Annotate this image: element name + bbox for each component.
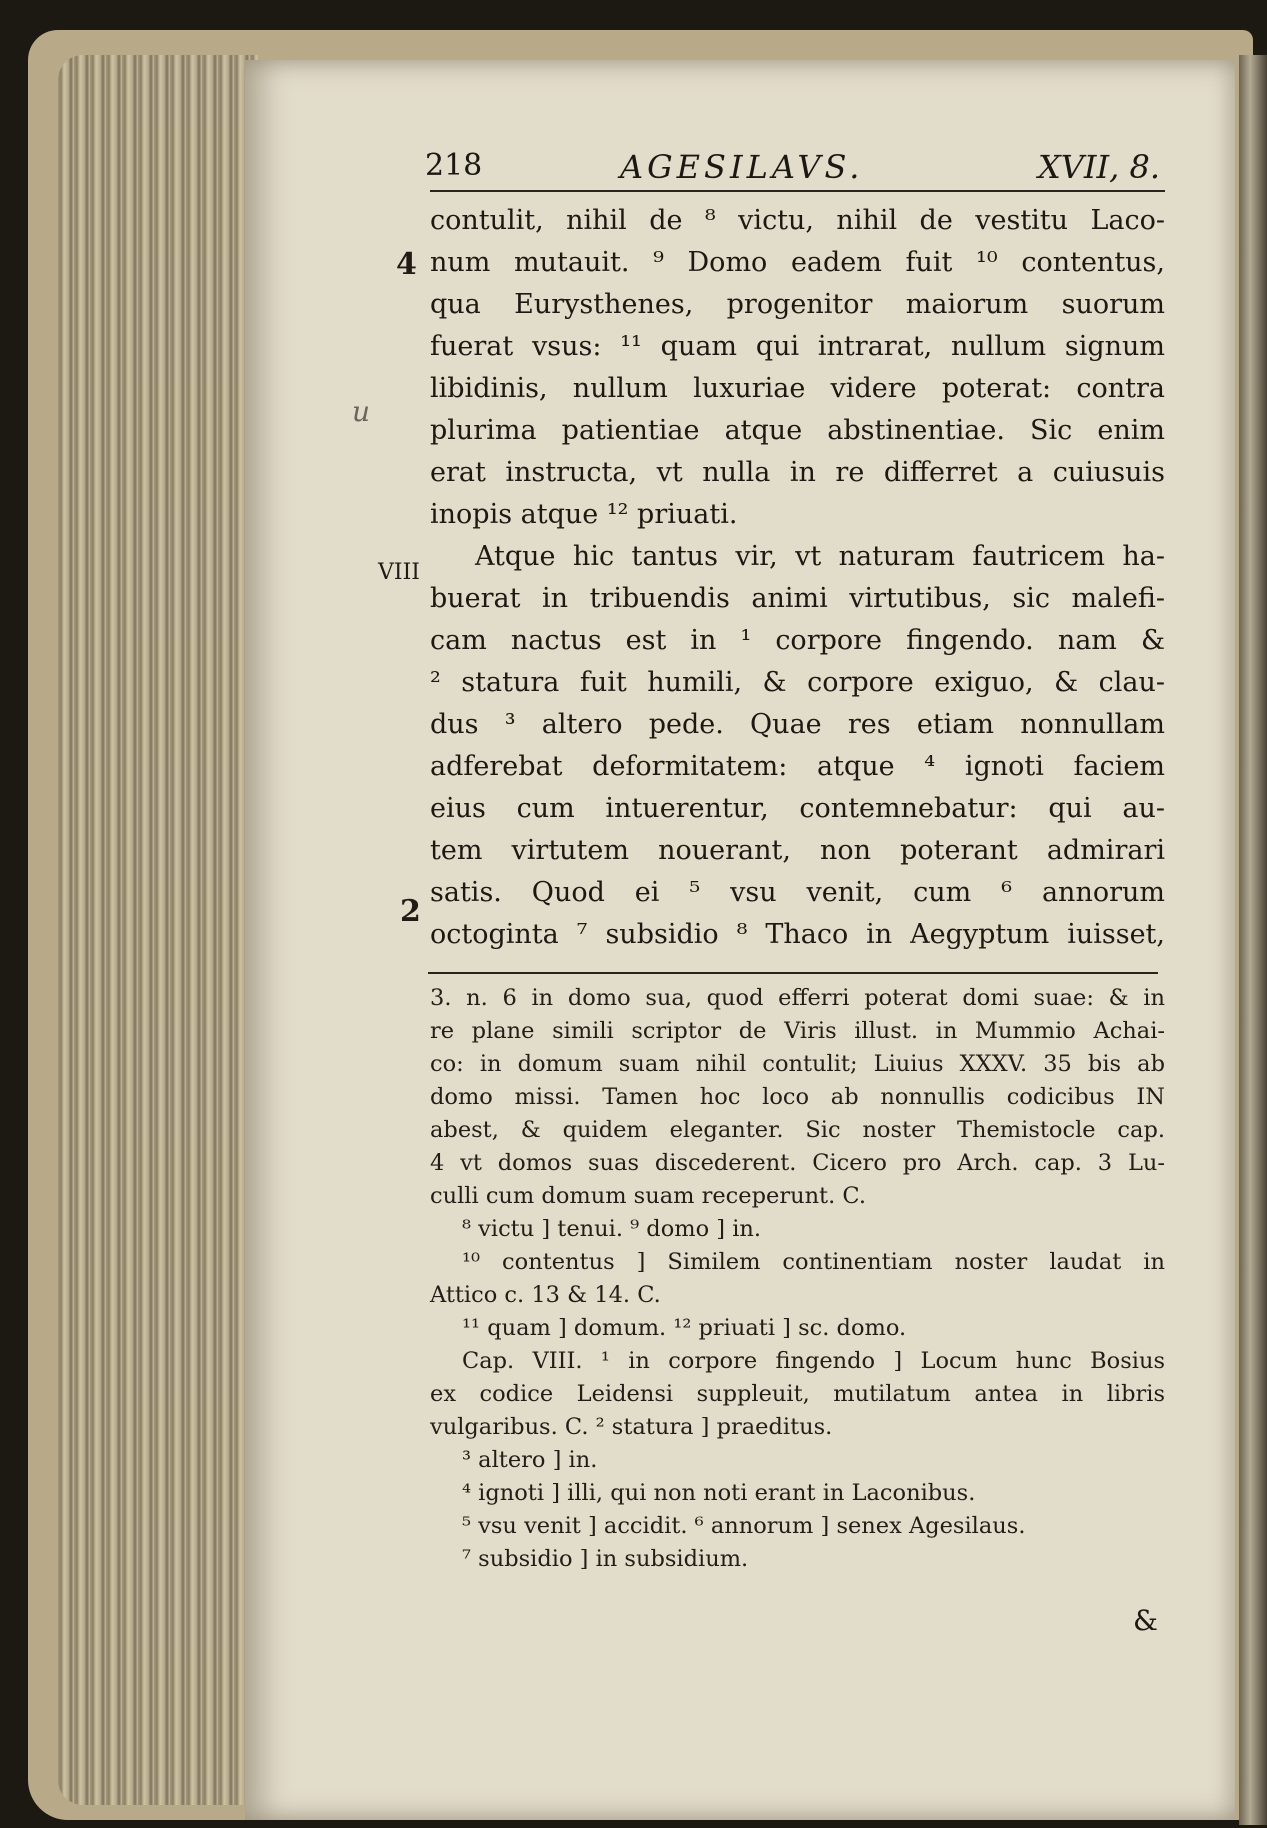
text-line: contulit, nihil de ⁸ victu, nihil de vestitu Laco- (430, 205, 1165, 236)
chapter-marker: VIII (378, 560, 420, 585)
page-header (425, 148, 1160, 190)
footnote-line: ¹⁰ contentus ] Similem continentiam noster laudat in (462, 1249, 1165, 1275)
text-line: tem virtutem nouerant, non poterant admirari (430, 835, 1165, 866)
footnote-line: re plane simili scriptor de Viris illust. in Mummio Achai- (430, 1018, 1165, 1044)
footnote-line: Attico c. 13 & 14. C. (430, 1282, 661, 1308)
footnote-line: ⁴ ignoti ] illi, qui non noti erant in Laconibus. (462, 1480, 976, 1506)
text-line: satis. Quod ei ⁵ vsu venit, cum ⁶ annorum (430, 877, 1165, 908)
page-number: 218 (425, 148, 483, 183)
text-line: adferebat deformitatem: atque ⁴ ignoti faciem (430, 751, 1165, 782)
footnote-line: ⁵ vsu venit ] accidit. ⁶ annorum ] senex Agesilaus. (462, 1513, 1026, 1539)
catchword: & (1133, 1604, 1158, 1637)
text-line: buerat in tribuendis animi virtutibus, sic malefi- (430, 583, 1165, 614)
footnote-line: Cap. VIII. ¹ in corpore fingendo ] Locum hunc Bosius (462, 1348, 1165, 1374)
text-line: ² statura fuit humili, & corpore exiguo, & clau- (430, 667, 1165, 698)
footnote-line: 3. n. 6 in domo sua, quod efferri poterat domi suae: & in (430, 985, 1165, 1011)
footnote-line: culli cum domum suam receperunt. C. (430, 1183, 866, 1209)
footnote-line: ⁷ subsidio ] in subsidium. (462, 1546, 749, 1572)
footnote-line: co: in domum suam nihil contulit; Liuius XXXV. 35 bis ab (430, 1051, 1165, 1077)
main-text (430, 200, 1165, 956)
text-line: dus ³ altero pede. Quae res etiam nonnullam (430, 709, 1165, 740)
footnote-line: ³ altero ] in. (462, 1447, 598, 1473)
text-line: qua Eurysthenes, progenitor maiorum suorum (430, 289, 1165, 320)
section-reference: XVII, 8. (1037, 148, 1160, 186)
margin-number-4: 4 (396, 247, 417, 282)
page-edges (58, 55, 258, 1805)
footnote-line: abest, & quidem eleganter. Sic noster Themistocle cap. (430, 1117, 1165, 1143)
text-line: cam nactus est in ¹ corpore fingendo. nam & (430, 625, 1165, 656)
book-right-edge (1239, 55, 1267, 1825)
running-title: AGESILAVS. (620, 148, 864, 186)
text-line: libidinis, nullum luxuriae videre poterat: contra (430, 373, 1165, 404)
footnote-line: domo missi. Tamen hoc loco ab nonnullis codicibus IN (430, 1084, 1165, 1110)
footnote-line: ⁸ victu ] tenui. ⁹ domo ] in. (462, 1216, 762, 1242)
text-line: plurima patientiae atque abstinentiae. Sic enim (430, 415, 1165, 446)
footnote-line: ex codice Leidensi suppleuit, mutilatum antea in libris (430, 1381, 1165, 1407)
text-line: eius cum intuerentur, contemnebatur: qui au- (430, 793, 1165, 824)
footnote-line: ¹¹ quam ] domum. ¹² priuati ] sc. domo. (462, 1315, 907, 1341)
text-line: erat instructa, vt nulla in re differret a cuiusuis (430, 457, 1165, 488)
margin-pencil-mark: u (352, 395, 371, 428)
footnote-line: vulgaribus. C. ² statura ] praeditus. (430, 1414, 833, 1440)
footnotes (430, 982, 1165, 1576)
text-line: Atque hic tantus vir, vt naturam fautricem ha- (475, 541, 1165, 572)
text-line: inopis atque ¹² priuati. (430, 499, 738, 530)
text-line: fuerat vsus: ¹¹ quam qui intrarat, nullum signum (430, 331, 1165, 362)
header-rule (430, 190, 1165, 192)
footnote-line: 4 vt domos suas discederent. Cicero pro Arch. cap. 3 Lu- (430, 1150, 1165, 1176)
notes-rule (428, 972, 1158, 974)
margin-number-2: 2 (400, 894, 421, 929)
text-line: num mutauit. ⁹ Domo eadem fuit ¹⁰ contentus, (430, 247, 1165, 278)
text-line: octoginta ⁷ subsidio ⁸ Thaco in Aegyptum iuisset, (430, 919, 1165, 950)
